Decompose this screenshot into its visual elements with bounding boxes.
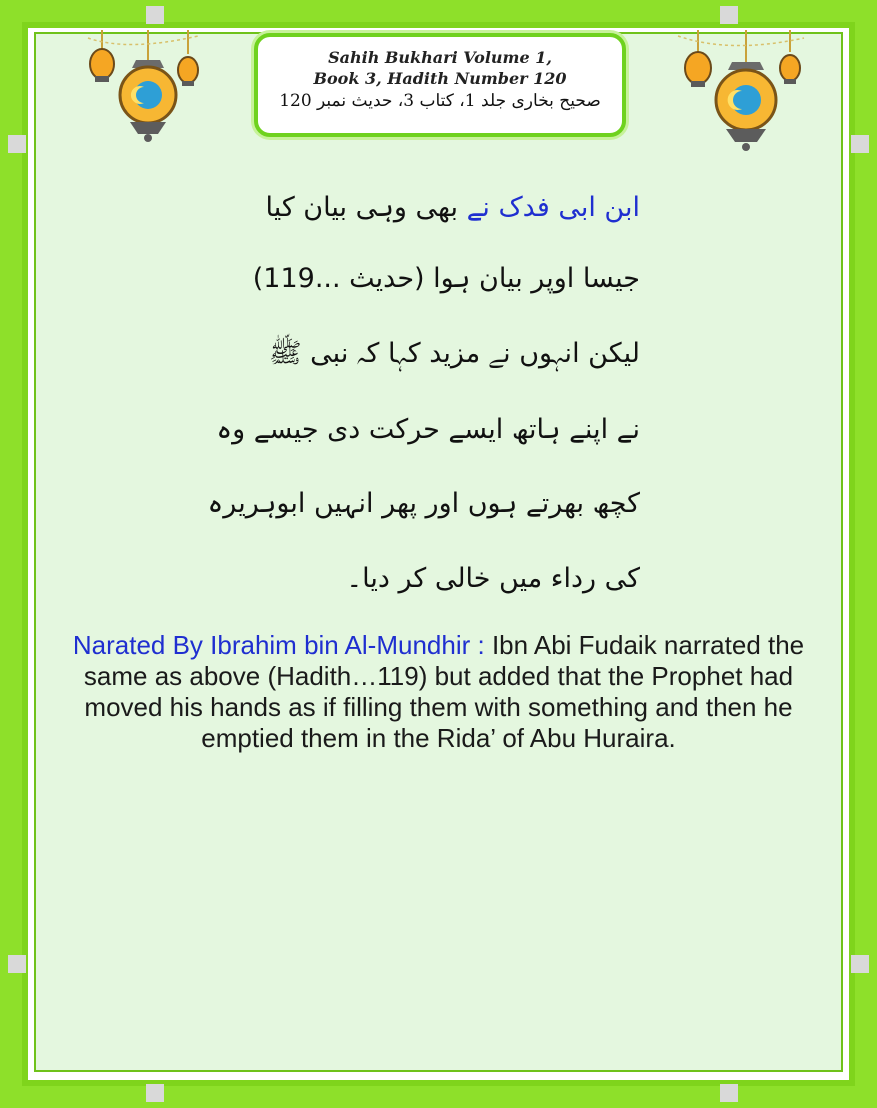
frame-corner-mark [851,135,869,153]
urdu-line-5: کچھ بھرتے ہوں اور پھر انہیں ابوہریرہ [207,488,640,519]
urdu-line-2: جیسا اوپر بیان ہوا (حدیث ...119) [252,263,640,294]
title-line-2: Book 3, Hadith Number 120 [313,69,567,88]
lantern-icon [670,30,810,155]
english-narrator: Narated By Ibrahim bin Al-Mundhir : [72,630,492,660]
urdu-narrator: ابن ابی فدک نے [466,192,640,223]
frame-corner-mark [720,6,738,24]
frame-corner-mark [851,955,869,973]
urdu-line-4: نے اپنے ہاتھ ایسے حرکت دی جیسے وہ [216,414,640,445]
frame-corner-mark [8,135,26,153]
urdu-line-3: لیکن انہوں نے مزید کہا کہ نبی ﷺ [268,338,640,369]
content-panel [34,32,843,1072]
title-english [258,47,622,89]
title-box [254,33,626,137]
title-line-1: Sahih Bukhari Volume 1, [328,48,552,67]
frame-corner-mark [146,1084,164,1102]
frame-corner-mark [8,955,26,973]
urdu-line-1 [120,192,640,223]
title-urdu: صحیح بخاری جلد 1، کتاب 3، حدیث نمبر 120 [279,91,601,111]
english-body: Ibn Abi Fudaik narrated the same as above (Hadith…119) but added that the Prophet had moved his hands as if filling them with something and then he emptied them in the Rida’ of Abu Huraira. [83,630,805,753]
frame-corner-mark [720,1084,738,1102]
frame-corner-mark [146,6,164,24]
lantern-icon [78,30,218,145]
urdu-line-6: کی رداء میں خالی کر دیا۔ [346,563,640,594]
urdu-line-1-rest: بھی وہی بیان کیا [265,192,467,223]
english-translation [50,630,827,754]
